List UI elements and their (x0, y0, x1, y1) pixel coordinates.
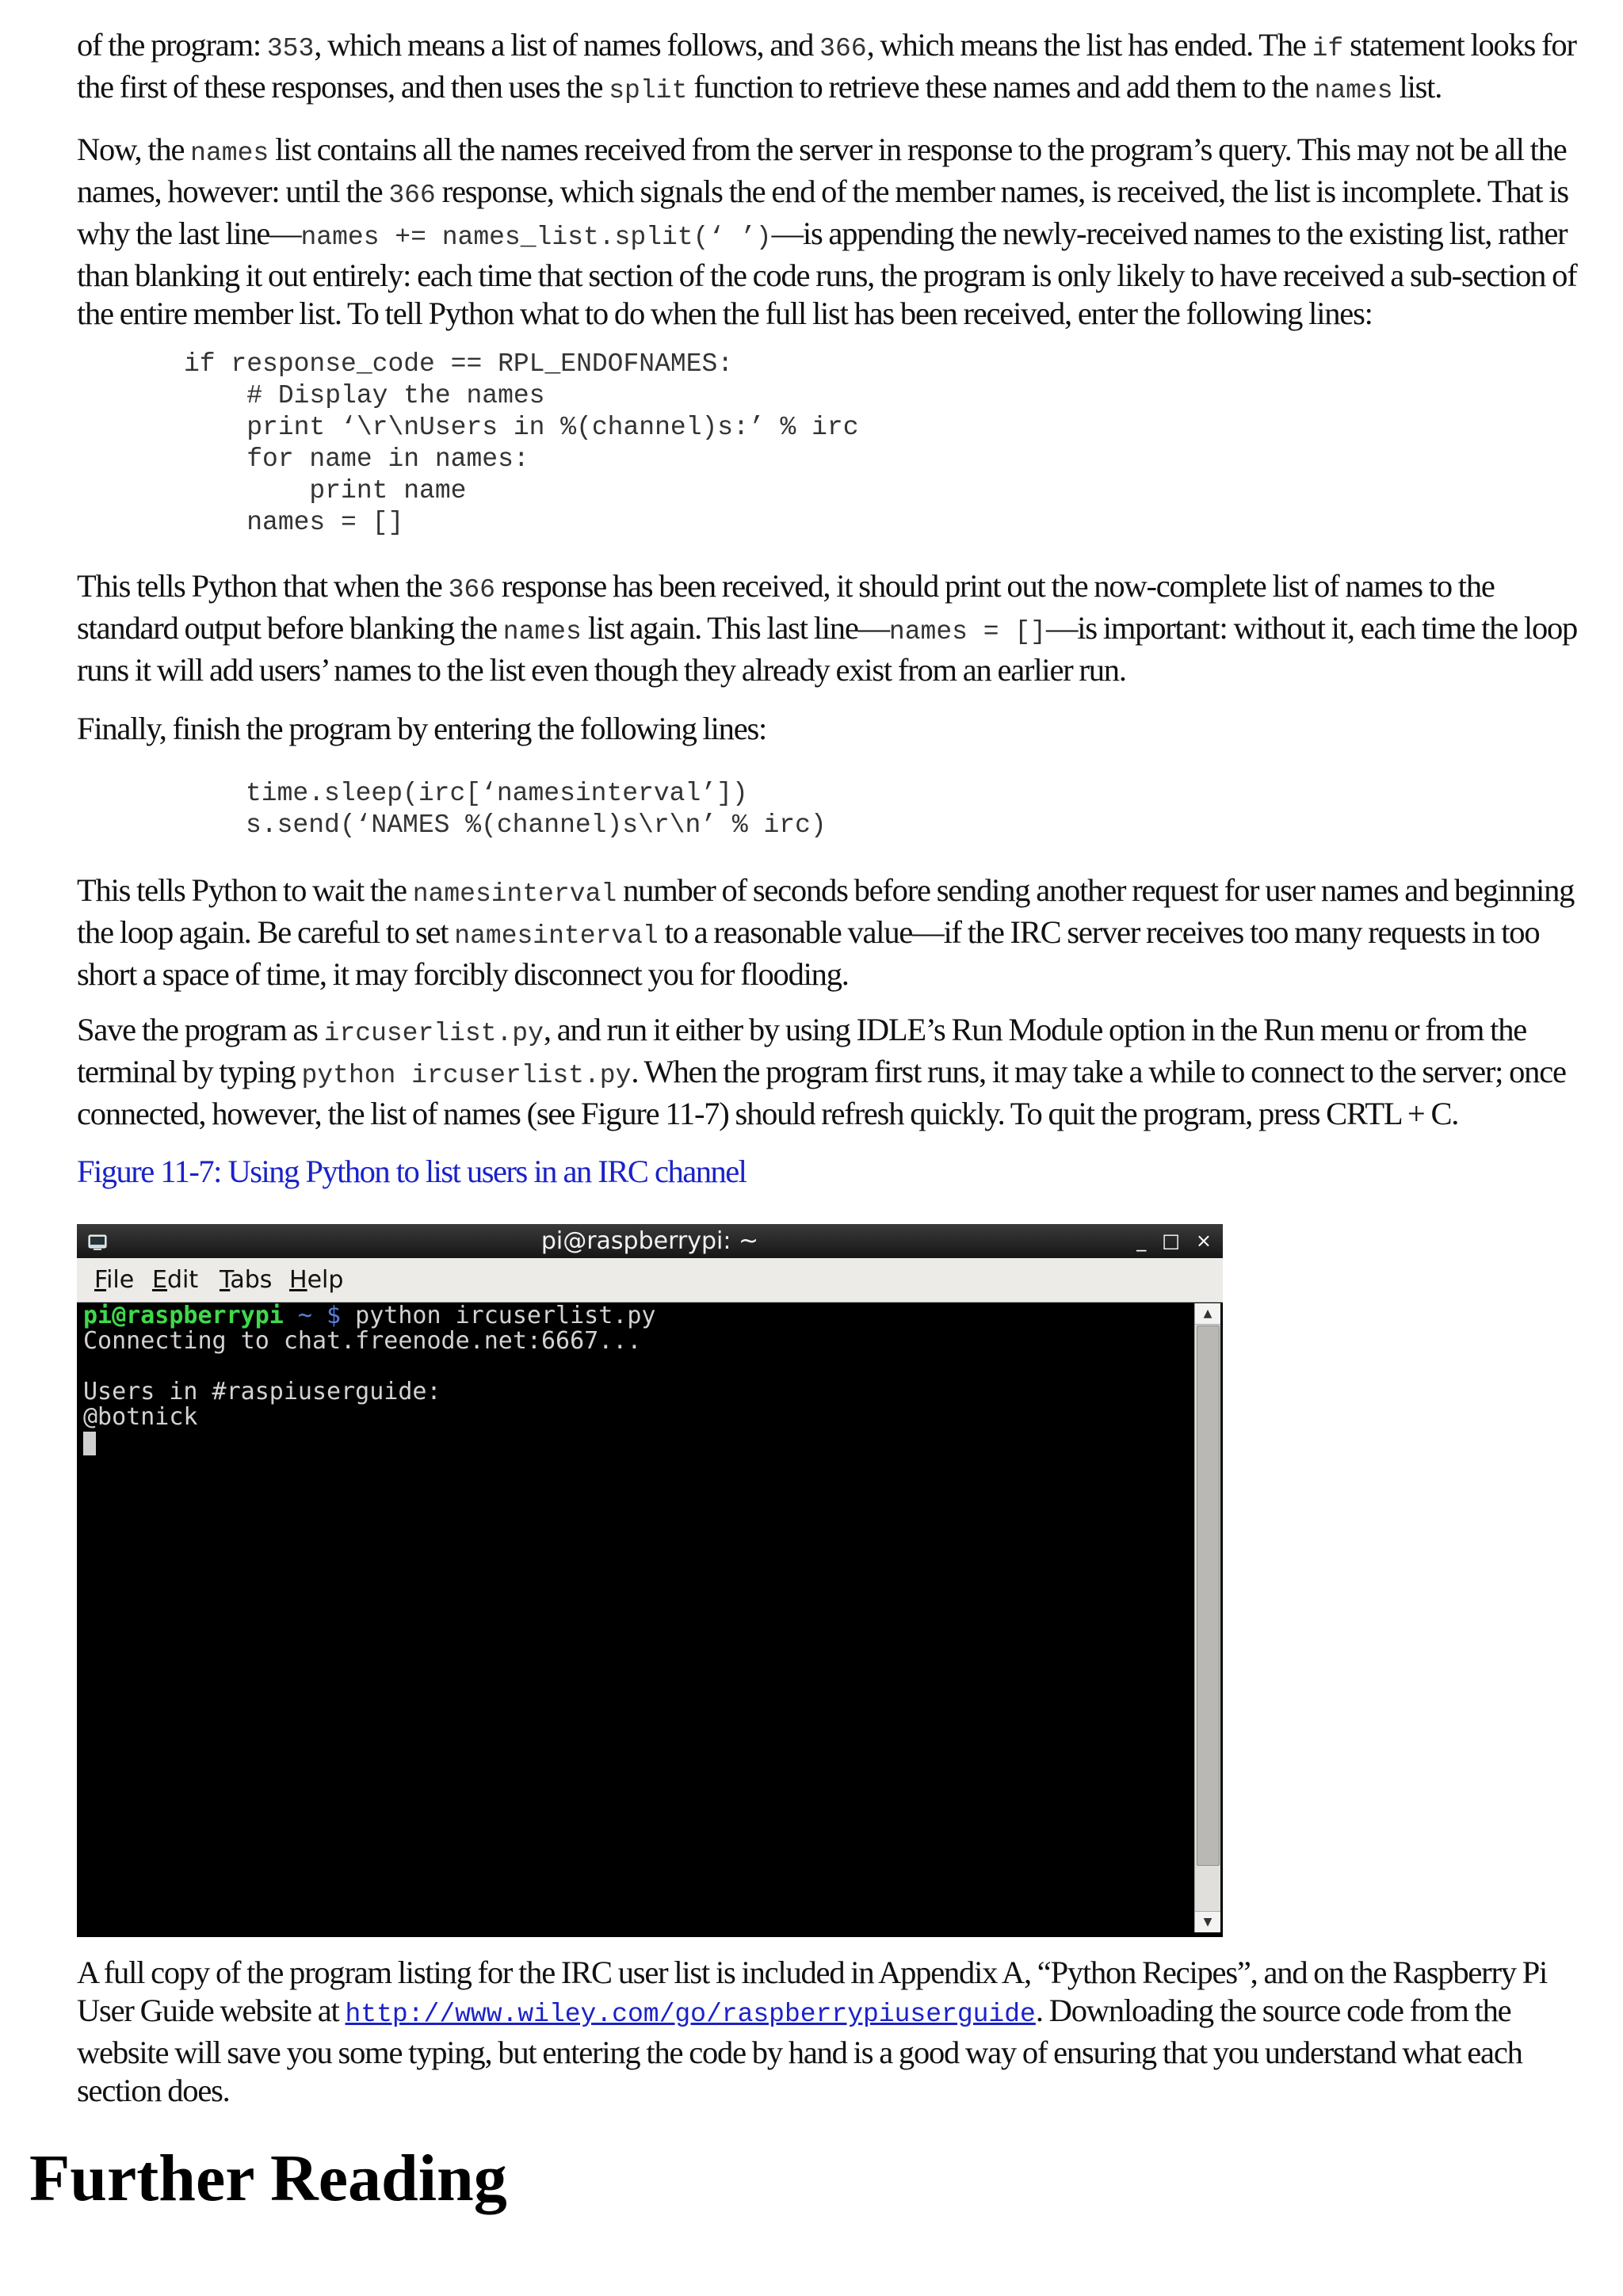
text: , which means a list of names follows, and (314, 27, 820, 63)
paragraph-1 (77, 26, 1591, 110)
inline-code: 366 (388, 181, 436, 210)
terminal-screenshot (77, 1224, 1223, 1937)
inline-code: names (190, 139, 269, 168)
paragraph-2 (77, 131, 1591, 333)
text: , and run it either by using IDLE’s Run Module option in the Run menu or from the terminal by typing (77, 1012, 1527, 1089)
cursor-line (83, 1430, 96, 1455)
text: list. (1392, 69, 1442, 105)
terminal-menubar (77, 1258, 1223, 1302)
output-line: Connecting to chat.freenode.net:6667... (83, 1327, 642, 1355)
text: function to retrieve these names and add them to the (687, 69, 1315, 105)
scroll-down-icon[interactable]: ▼ (1195, 1911, 1220, 1932)
website-link[interactable]: http://www.wiley.com/go/raspberrypiuserguide (345, 2000, 1036, 2029)
vertical-scrollbar[interactable] (1194, 1303, 1220, 1932)
text: . When the program first runs, it may take a while to connect to the server; once connected, however, the list of names (see Figure 11-7) should refresh quickly. To quit the program, press CRTL + C. (77, 1054, 1566, 1131)
menu-help[interactable]: Help (289, 1266, 344, 1294)
inline-code: split (609, 76, 688, 105)
text: This tells Python that when the (77, 568, 449, 604)
text: A full copy of the program listing for the IRC user list is included in Appendix A, “Python Recipes”, and on the Raspberry Pi User Guide website at (77, 1955, 1548, 2028)
inline-code: 366 (448, 575, 495, 605)
text: Now, the (77, 132, 191, 167)
inline-code: names (502, 617, 582, 646)
section-heading: Further Reading (29, 2142, 507, 2215)
window-title: pi@raspberrypi: ~ (540, 1227, 759, 1255)
text: list contains all the names received from the server in response to the program’s query. This may not be all the names, however: until the (77, 132, 1567, 209)
menu-file[interactable]: File (94, 1266, 135, 1294)
terminal-output[interactable] (82, 1303, 1194, 1932)
output-line: Users in #raspiuserguide: (83, 1378, 441, 1405)
menu-tabs[interactable]: Tabs (220, 1266, 273, 1294)
inline-code: names = [] (888, 617, 1046, 646)
paragraph-7 (77, 1954, 1591, 2110)
code-block-1: if response_code == RPL_ENDOFNAMES: # Display the names print ‘\r\nUsers in %(channel)s:’ % irc for name in names: print name names = [] (184, 349, 859, 537)
minimize-icon[interactable]: _ (1136, 1230, 1147, 1252)
text: , which means the list has ended. The (866, 27, 1312, 63)
prompt-line (83, 1303, 655, 1329)
text: statement looks for the first of these responses, and then uses the (77, 27, 1576, 105)
prompt-user: pi@raspberrypi (83, 1302, 284, 1329)
scroll-up-icon[interactable]: ▲ (1195, 1303, 1220, 1325)
output-line: @botnick (83, 1403, 198, 1431)
command-text: python ircuserlist.py (341, 1302, 656, 1329)
paragraph-4: Finally, finish the program by entering the following lines: (77, 711, 767, 746)
text: of the program: (77, 27, 267, 63)
text: to a reasonable value—if the IRC server receives too many requests in too short a space of time, it may forcibly disconnect you for flooding. (77, 914, 1540, 992)
maximize-icon[interactable]: □ (1162, 1230, 1180, 1252)
text-cursor (83, 1432, 96, 1455)
inline-code: if (1312, 34, 1344, 63)
inline-code: names (1314, 76, 1393, 105)
window-controls (1121, 1224, 1212, 1258)
inline-code: ircuserlist.py (323, 1019, 544, 1048)
scrollbar-thumb[interactable] (1197, 1325, 1220, 1866)
paragraph-5 (77, 871, 1591, 994)
window-titlebar (77, 1224, 1223, 1258)
text: response, which signals the end of the member names, is received, the list is incomplete. That is why the last line— (77, 174, 1568, 251)
prompt-path: ~ $ (283, 1302, 342, 1329)
inline-code: 353 (266, 34, 315, 63)
paragraph-3 (77, 567, 1591, 689)
inline-code: names += names_list.split(‘ ’) (300, 223, 772, 252)
code-block-2: time.sleep(irc[‘namesinterval’]) s.send(‘NAMES %(channel)s\r\n’ % irc) (246, 779, 827, 840)
figure-caption: Figure 11-7: Using Python to list users in an IRC channel (77, 1154, 747, 1189)
text: —is important: without it, each time the loop runs it will add users’ names to the list even though they already exist from an earlier run. (77, 610, 1578, 688)
close-icon[interactable]: × (1195, 1230, 1212, 1252)
text: list again. This last line— (581, 610, 889, 646)
inline-code: namesinterval (454, 921, 659, 951)
menu-edit[interactable]: Edit (152, 1266, 199, 1294)
paragraph-6 (77, 1011, 1591, 1133)
text: . Downloading the source code from the website will save you some typing, but entering the code by hand is a good way of ensuring that you understand what each section does. (77, 1993, 1522, 2108)
inline-code: 366 (819, 34, 867, 63)
text: number of seconds before sending another request for user names and beginning the loop again. Be careful to set (77, 872, 1575, 950)
text: This tells Python to wait the (77, 872, 413, 908)
inline-code: python ircuserlist.py (301, 1061, 632, 1090)
text: —is appending the newly-received names to the existing list, rather than blanking it out entirely: each time that section of the code runs, the program is only likely to have received a sub-section of the entire member list. To tell Python what to do when the full list has been received, enter the following lines: (77, 215, 1577, 331)
inline-code: namesinterval (412, 879, 617, 909)
text: response has been received, it should print out the now-complete list of names to the standard output before blanking the (77, 568, 1495, 646)
text: Save the program as (77, 1012, 324, 1047)
